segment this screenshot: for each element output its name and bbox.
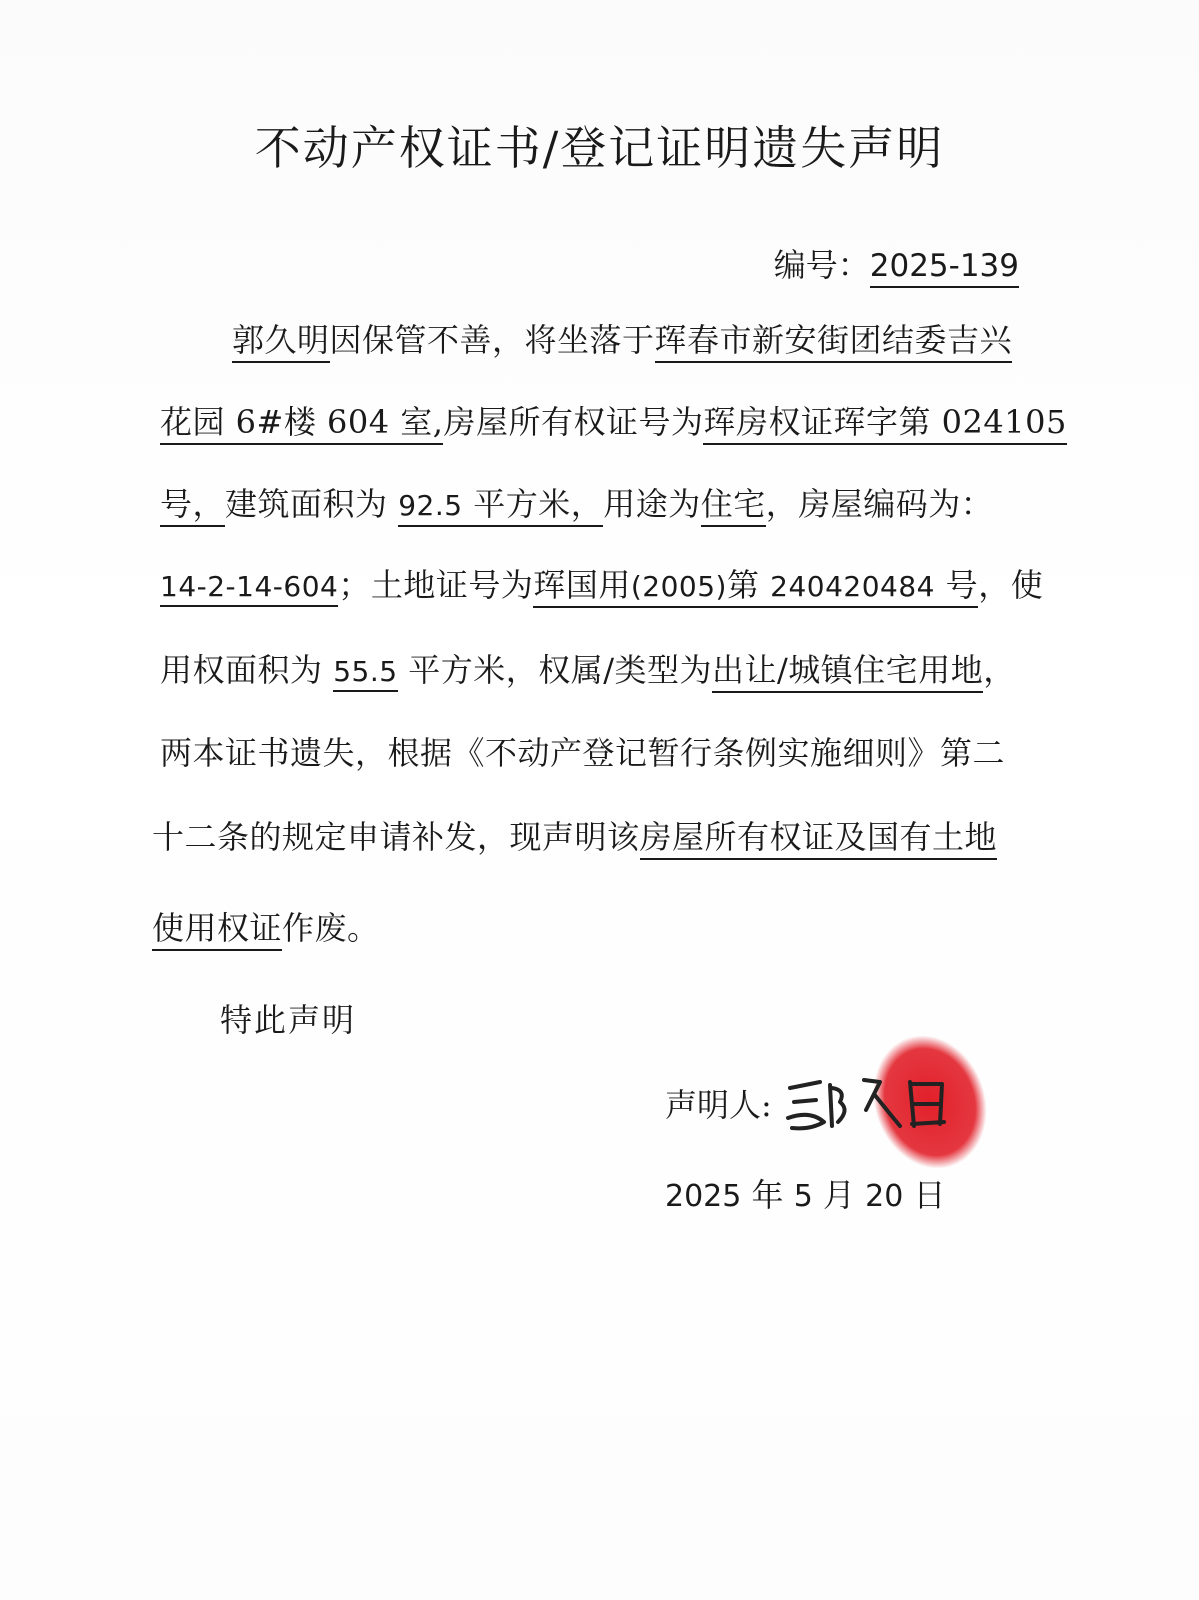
house-code: 14-2-14-604 [160, 570, 338, 607]
body-line-3: 号，建筑面积为 92.5 平方米，用途为住宅，房屋编码为： [160, 479, 993, 525]
body-line-4: 14-2-14-604；土地证号为珲国用(2005)第 240420484 号，使 [160, 560, 1043, 606]
owner-name: 郭久明 [232, 321, 330, 363]
body-line-5: 用权面积为 55.5 平方米，权属/类型为出让/城镇住宅用地， [160, 645, 1016, 691]
void-certificates-2: 使用权证 [152, 909, 282, 951]
land-type: 出让/城镇住宅用地 [712, 651, 983, 693]
house-usage: 住宅 [701, 485, 766, 527]
land-area: 55.5 [333, 655, 397, 692]
address-part-1: 珲春市新安街团结委吉兴 [655, 321, 1013, 363]
document-title: 不动产权证书/登记证明遗失声明 [254, 121, 945, 175]
number-value: 2025-139 [870, 248, 1019, 288]
signer-label: 声明人: [665, 1086, 772, 1124]
signature-fingerprint [780, 1030, 1000, 1180]
body-line-8: 使用权证作废。 [152, 903, 380, 949]
house-cert-number-1: 珲房权证珲字第 024105 [703, 403, 1066, 445]
document-number [774, 240, 1019, 286]
building-area: 92.5 平方米， [398, 485, 603, 527]
number-label: 编号： [773, 246, 870, 284]
house-cert-number-2: 号， [160, 485, 225, 527]
body-line-7: 十二条的规定申请补发，现声明该房屋所有权证及国有土地 [152, 812, 997, 858]
body-line-6: 两本证书遗失，根据《不动产登记暂行条例实施细则》第二 [160, 734, 1006, 772]
void-certificates-1: 房屋所有权证及国有土地 [640, 818, 998, 860]
closing-statement: 特此声明 [220, 1001, 357, 1039]
body-line-1: 郭久明因保管不善，将坐落于珲春市新安街团结委吉兴 [232, 315, 1012, 361]
declaration-date: 2025 年 5 月 20 日 [665, 1176, 946, 1214]
land-cert-number: 珲国用(2005)第 240420484 号 [533, 566, 978, 608]
body-line-2: 花园 6#楼 604 室,房屋所有权证号为珲房权证珲字第 024105 [160, 397, 1067, 443]
address-part-2: 花园 6#楼 604 室, [160, 403, 443, 445]
